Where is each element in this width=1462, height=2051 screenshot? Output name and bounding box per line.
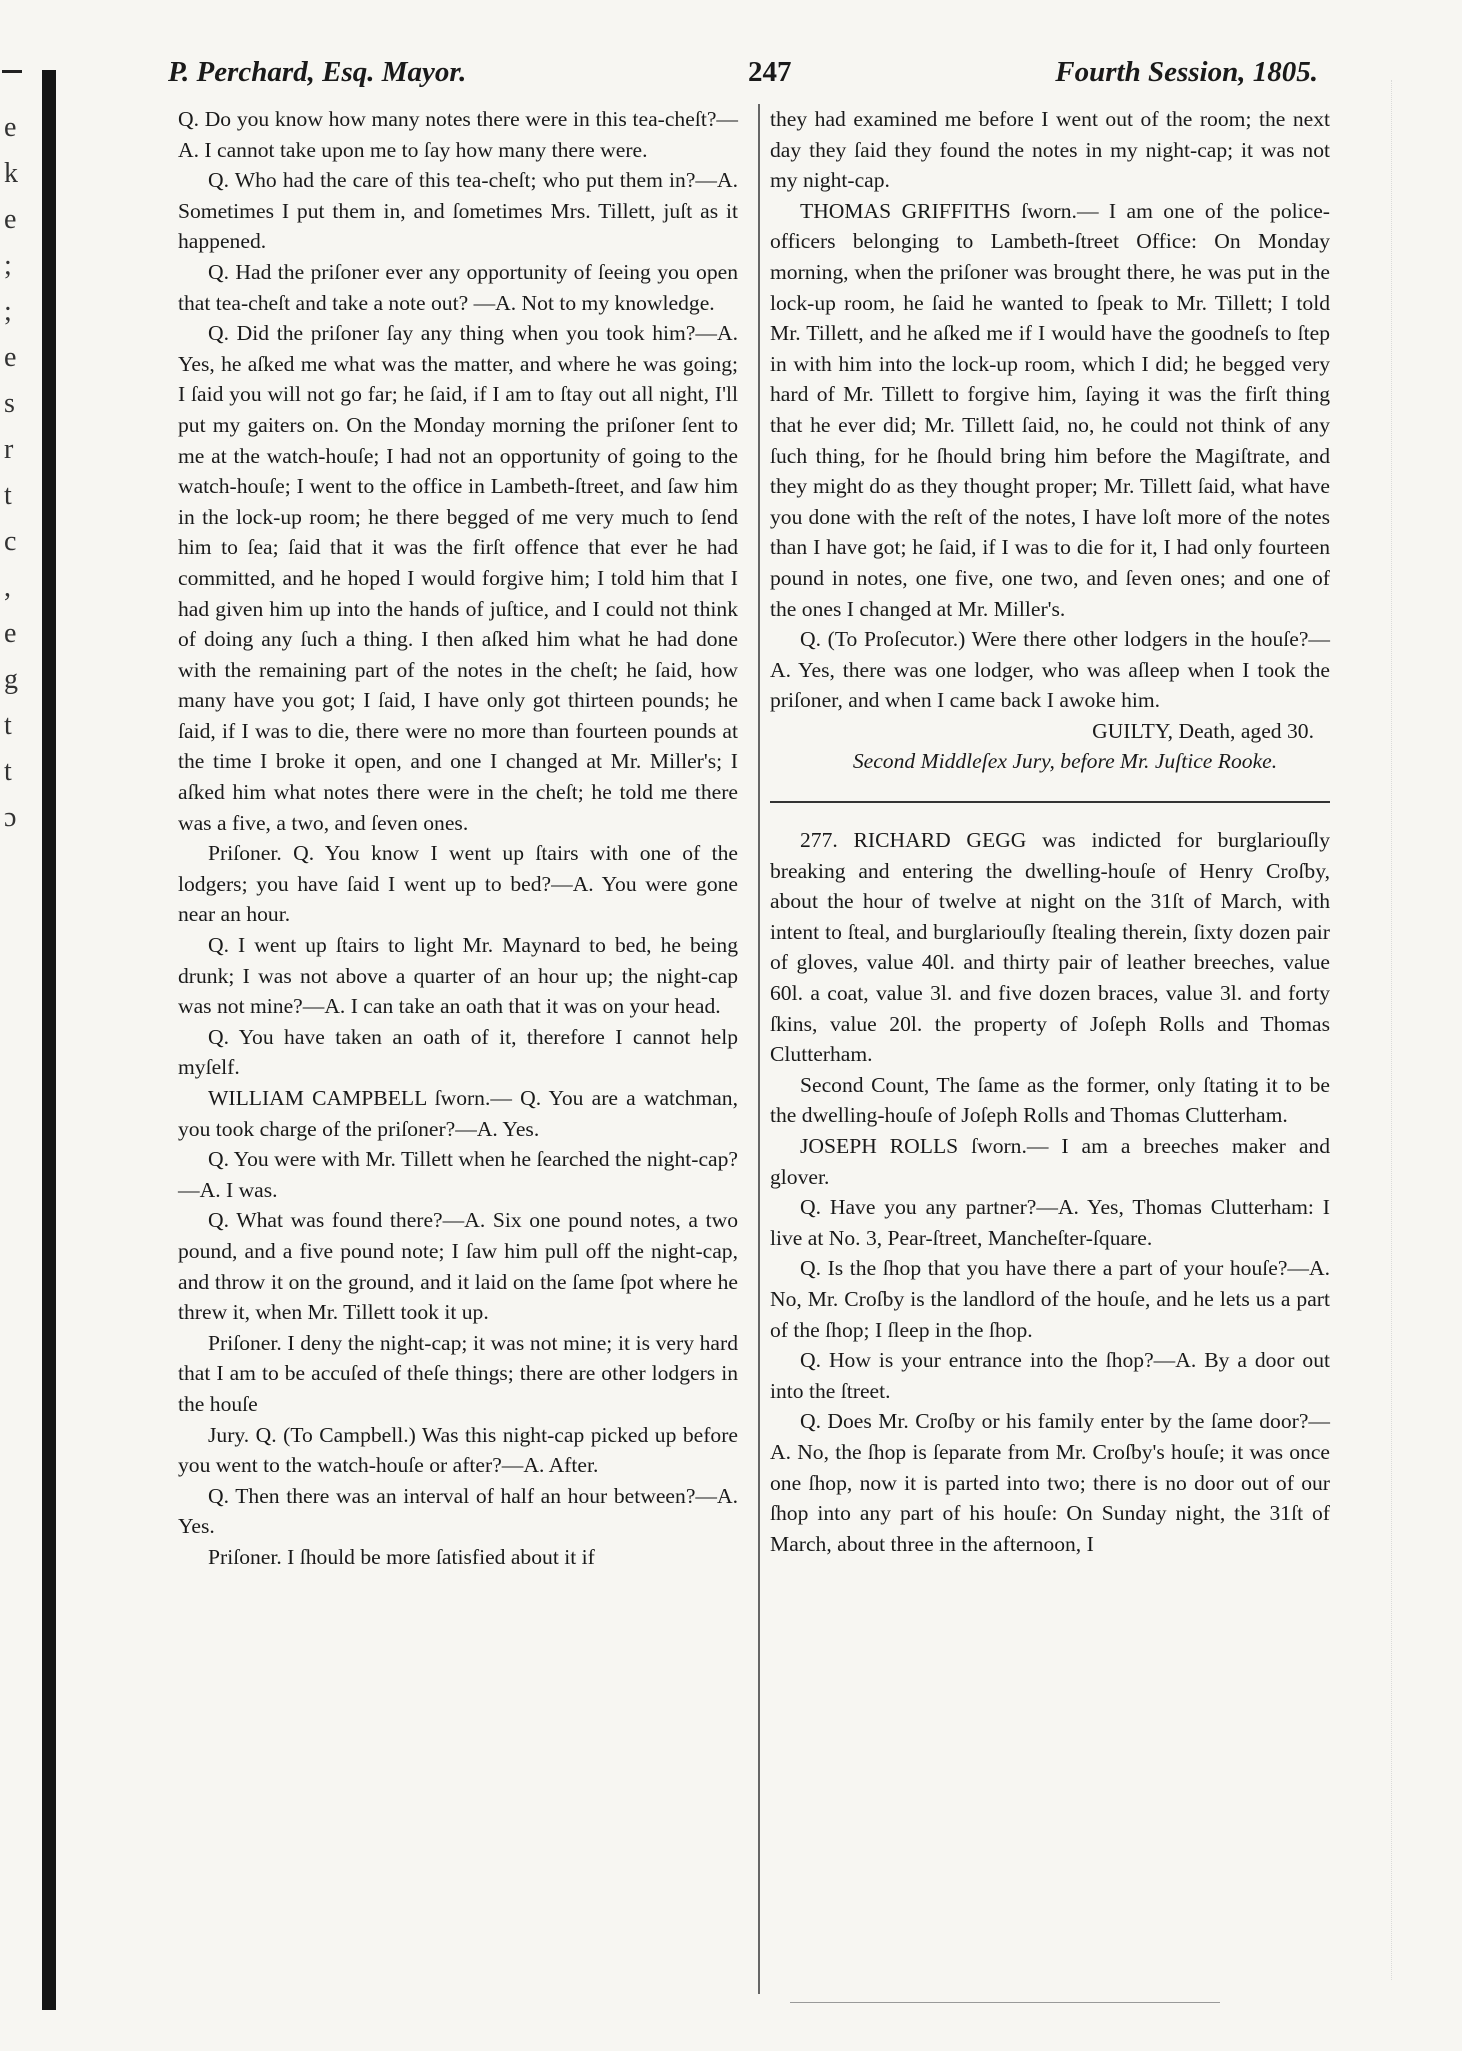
header-mayor: P. Perchard, Esq. Mayor.	[168, 56, 467, 88]
paragraph: Q. Do you know how many notes there were in this tea-cheſt?—A. I cannot take upon me to ſay how many there were.	[178, 107, 738, 162]
column-divider	[758, 104, 760, 1994]
left-column	[178, 104, 738, 1573]
right-page-margin	[1391, 80, 1452, 1980]
paragraph: Second Count, The ſame as the former, only ſtating it to be the dwelling-houſe of Joſeph Rolls and Thomas Clutterham.	[770, 1072, 1330, 1128]
paragraph: Q. You were with Mr. Tillett when he ſearched the night-cap?—A. I was.	[178, 1147, 738, 1202]
paragraph: Priſoner. Q. You know I went up ſtairs with one of the lodgers; you have ſaid I went up to bed?—A. You were gone near an hour.	[178, 841, 738, 927]
paragraph: Q. You have taken an oath of it, therefore I cannot help myſelf.	[178, 1024, 738, 1080]
paragraph: Q. Does Mr. Croſby or his family enter by the ſame door?—A. No, the ſhop is ſeparate from Mr. Croſby's houſe; it was once one ſhop, now it is parted into two; there is no door out of our ſhop into any part of his houſe: On Sunday night, the 31ſt of March, about three in the afternoon, I	[770, 1409, 1330, 1556]
bottom-rule	[790, 2002, 1220, 2003]
paragraph: 277. RICHARD GEGG was indicted for burglariouſly breaking and entering the dwelling-houſe of Henry Croſby, about the hour of twelve at night on the 31ſt of March, with intent to ſteal, and burglariouſly ſtealing therein, ſixty dozen pair of gloves, value 40l. and thirty pair of leather breeches, value 60l. a coat, value 3l. and five dozen braces, value 3l. and forty ſkins, value 20l. the property of Joſeph Rolls and Thomas Clutterham.	[770, 828, 1330, 1067]
paragraph: Jury. Q. (To Campbell.) Was this night-cap picked up before you went to the watch-houſe or after?—A. After.	[178, 1422, 738, 1478]
paragraph: Q. How is your entrance into the ſhop?—A. By a door out into the ſtreet.	[770, 1348, 1330, 1403]
paragraph: Q. Had the priſoner ever any opportunity of ſeeing you open that tea-cheſt and take a note out? —A. Not to my knowledge.	[178, 259, 738, 315]
jury-line: Second Middleſex Jury, before Mr. Juſtice Rooke.	[852, 749, 1278, 774]
running-header	[168, 56, 1318, 96]
paragraph: JOSEPH ROLLS ſworn.— I am a breeches maker and glover.	[770, 1134, 1330, 1189]
paragraph: Q. Did the priſoner ſay any thing when you took him?—A. Yes, he aſked me what was the matter, and where he was going; I ſaid you will not go far; he ſaid, if I am to ſtay out all night, I'll put my gaiters on. On the Monday morning the priſoner ſent to me at the watch-houſe; I had not an opportunity of going to the watch-houſe; I went to the office in Lambeth-ſtreet, and ſaw him in the lock-up room; he there begged of me very much to ſend him to ſea; ſaid that it was the firſt offence that ever he had committed, and he hoped I would forgive him; I told him that I had given him up into the hands of juſtice, and I could not think of doing any ſuch a thing. I then aſked him what he had done with the remaining part of the notes in the cheſt; he ſaid, how many have you got; I ſaid, I have only got thirteen pounds; he ſaid, if I was to die, there were no more than fourteen pounds at the time I broke it open, and one I changed at Mr. Miller's; I aſked him what notes there were in the cheſt; he told me there was a five, a two, and ſeven ones.	[178, 321, 738, 835]
page-number: 247	[748, 56, 792, 88]
paragraph: Priſoner. I deny the night-cap; it was not mine; it is very hard that I am to be accuſed of theſe things; there are other lodgers in the houſe	[178, 1330, 738, 1416]
paragraph: Q. Is the ſhop that you have there a part of your houſe?—A. No, Mr. Croſby is the landlord of the houſe, and he lets us a part of the ſhop; I ſleep in the ſhop.	[770, 1256, 1330, 1342]
paragraph: Q. Have you any partner?—A. Yes, Thomas Clutterham: I live at No. 3, Pear-ſtreet, Mancheſter-ſquare.	[770, 1195, 1330, 1250]
paragraph: WILLIAM CAMPBELL ſworn.— Q. You are a watchman, you took charge of the priſoner?—A. Yes.	[178, 1086, 738, 1141]
paragraph: THOMAS GRIFFITHS ſworn.— I am one of the police-officers belonging to Lambeth-ſtreet Office: On Monday morning, when the priſoner was brought there, he was put in the lock-up room, he ſaid he wanted to ſpeak to Mr. Tillett; I told Mr. Tillett, and he aſked me if I would have the goodneſs to ſtep in with him into the lock-up room, which I did; he begged very hard of Mr. Tillett to forgive him, ſaying it was the firſt thing that he ever did; Mr. Tillett ſaid, no, he could not think of any ſuch thing, for he ſhould bring him before the Magiſtrate, and they might do as they thought proper; Mr. Tillett ſaid, what have you done with the reſt of the notes, I have loſt more of the notes than I have got; he ſaid, if I was to die for it, I had only fourteen pound in notes, one five, one two, and ſeven ones; and one of the ones I changed at Mr. Miller's.	[770, 198, 1330, 621]
paragraph: Q. Then there was an interval of half an hour between?—A. Yes.	[178, 1483, 738, 1539]
paragraph: Q. What was found there?—A. Six one pound notes, a two pound, and a five pound note; I ſaw him pull off the night-cap, and throw it on the ground, and it laid on the ſame ſpot where he threw it, when Mr. Tillett took it up.	[178, 1208, 738, 1325]
paragraph: Q. (To Proſecutor.) Were there other lodgers in the houſe?—A. Yes, there was one lodger, who was aſleep when I took the priſoner, and when I came back I awoke him.	[770, 627, 1330, 713]
paragraph: they had examined me before I went out of the room; the next day they ſaid they found the notes in my night-cap; it was not my night-cap.	[770, 107, 1330, 193]
paragraph: Q. Who had the care of this tea-cheſt; who put them in?—A. Sometimes I put them in, and ſometimes Mrs. Tillett, juſt as it happened.	[178, 168, 738, 254]
header-session: Fourth Session, 1805.	[1055, 56, 1318, 88]
section-divider	[770, 801, 1330, 803]
paragraph: Q. I went up ſtairs to light Mr. Maynard to bed, he being drunk; I was not above a quarter of an hour up; the night-cap was not mine?—A. I can take an oath that it was on your head.	[178, 933, 738, 1019]
right-column	[770, 104, 1330, 1559]
edge-mark	[2, 70, 22, 73]
verdict-line: GUILTY, Death, aged 30.	[1092, 718, 1314, 743]
paragraph: Priſoner. I ſhould be more ſatisfied about it if	[208, 1544, 595, 1569]
page-gutter-edge	[0, 70, 60, 2010]
bleed-through-text: e k e ; ; e s r t c , e g t t ɔ	[4, 112, 18, 833]
binding-shadow	[42, 70, 56, 2010]
